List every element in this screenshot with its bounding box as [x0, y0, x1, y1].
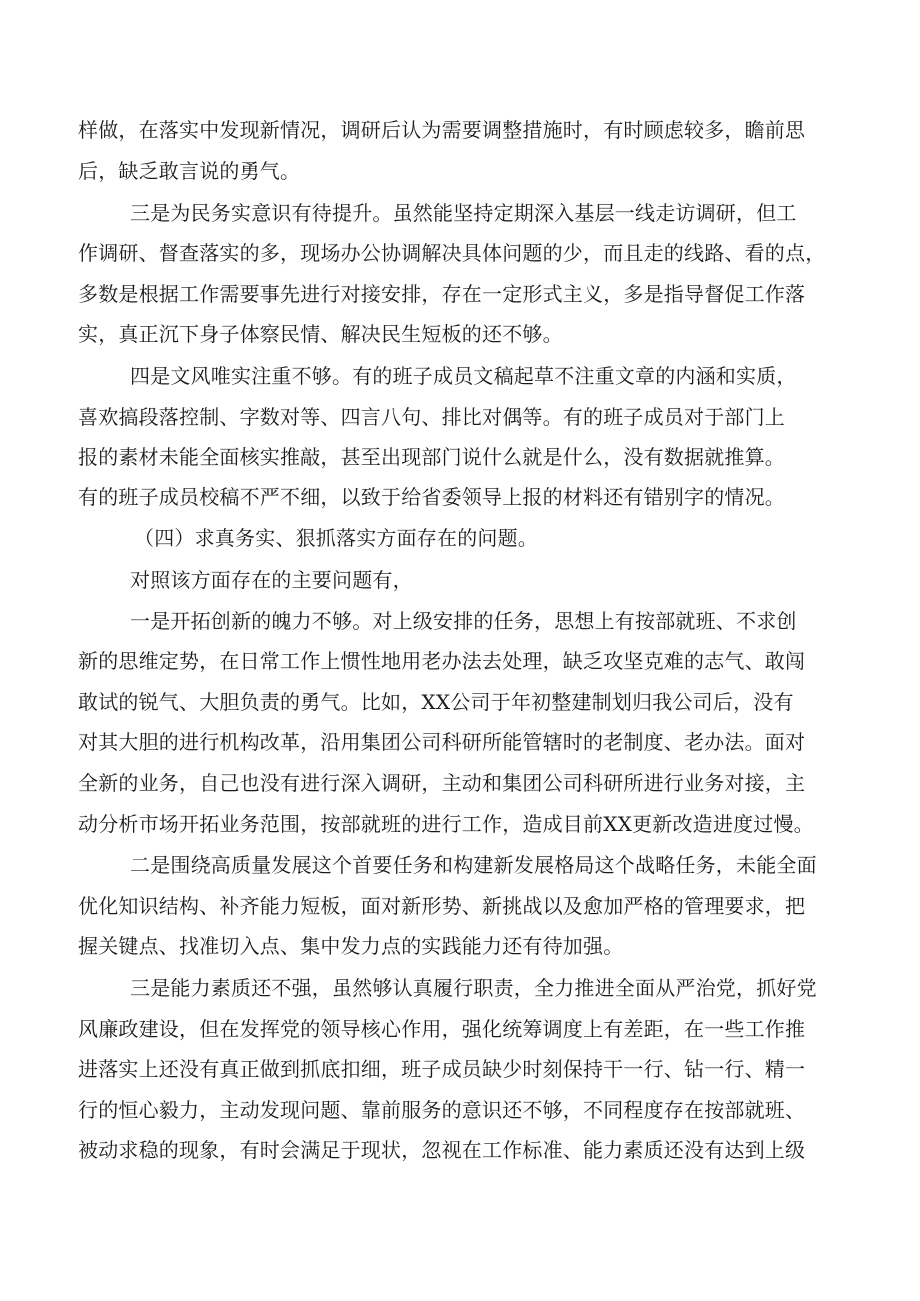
text-line: 多数是根据工作需要事先进行对接安排，存在一定形式主义，多是指导督促工作落 — [78, 282, 806, 306]
text-line: 全新的业务，自己也没有进行深入调研，主动和集团公司科研所进行业务对接，主 — [78, 771, 806, 795]
text-line: 进落实上还没有真正做到抓底扣细，班子成员缺少时刻保持干一行、钻一行、精一 — [78, 1057, 806, 1081]
text-line: 报的素材未能全面核实推敲，甚至出现部门说什么就是什么，没有数据就推算。 — [78, 445, 785, 469]
text-line: 动分析市场开拓业务范围，按部就班的进行工作，造成目前XX更新改造进度过慢。 — [78, 812, 814, 836]
text-line: 对其大胆的进行机构改革，沿用集团公司科研所能管辖时的老制度、老办法。面对 — [78, 730, 806, 754]
text-line: 新的思维定势，在日常工作上惯性地用老办法去处理，缺乏攻坚克难的志气、敢闯 — [78, 649, 806, 673]
text-line: 样做，在落实中发现新情况，调研后认为需要调整措施时，有时顾虑较多，瞻前思 — [78, 118, 806, 142]
text-line: 优化知识结构、补齐能力短板，面对新形势、新挑战以及愈加严格的管理要求，把 — [78, 894, 806, 918]
text-line: 握关键点、找准切入点、集中发力点的实践能力还有待加强。 — [78, 934, 624, 958]
text-line: 喜欢搞段落控制、字数对等、四言八句、排比对偶等。有的班子成员对于部门上 — [78, 405, 785, 429]
paragraph-start-line: 三是能力素质还不强，虽然够认真履行职责，全力推进全面从严治党，抓好党 — [130, 976, 817, 1000]
text-line: 作调研、督查落实的多，现场办公协调解决具体问题的少，而且走的线路、看的点， — [78, 241, 826, 265]
text-line: 后，缺乏敢言说的勇气。 — [78, 159, 301, 183]
section-heading: （四）求真务实、狠抓落实方面存在的问题。 — [134, 526, 538, 550]
paragraph-start-line: 对照该方面存在的主要问题有， — [130, 568, 413, 592]
paragraph-start-line: 四是文风唯实注重不够。有的班子成员文稿起草不注重文章的内涵和实质， — [130, 364, 797, 388]
text-line: 敢试的锐气、大胆负责的勇气。比如，XX公司于年初整建制划归我公司后，没有 — [78, 690, 794, 714]
paragraph-start-line: 二是围绕高质量发展这个首要任务和构建新发展格局这个战略任务，未能全面 — [130, 853, 817, 877]
text-line: 实，真正沉下身子体察民情、解决民生短板的还不够。 — [78, 322, 563, 346]
text-line: 有的班子成员校稿不严不细，以致于给省委领导上报的材料还有错别字的情况。 — [78, 485, 785, 509]
text-line: 被动求稳的现象，有时会满足于现状，忽视在工作标准、能力素质还没有达到上级 — [78, 1138, 806, 1162]
text-line: 行的恒心毅力，主动发现问题、靠前服务的意识还不够，不同程度存在按部就班、 — [78, 1098, 806, 1122]
paragraph-start-line: 一是开拓创新的魄力不够。对上级安排的任务，思想上有按部就班、不求创 — [130, 609, 797, 633]
paragraph-start-line: 三是为民务实意识有待提升。虽然能坚持定期深入基层一线走访调研，但工 — [130, 201, 797, 225]
text-line: 风廉政建设，但在发挥党的领导核心作用，强化统筹调度上有差距，在一些工作推 — [78, 1017, 806, 1041]
